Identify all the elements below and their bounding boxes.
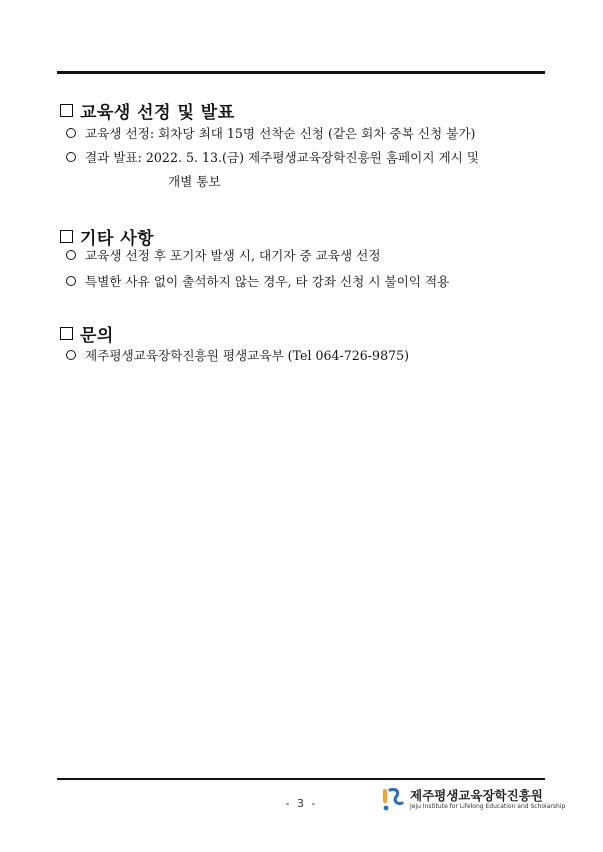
logo-subtitle: Jeju Institute for Lifelong Education and Scholarship <box>410 803 566 810</box>
page-number: - 3 - <box>285 797 318 810</box>
institute-emblem-icon <box>380 788 406 812</box>
institute-logo <box>380 786 566 814</box>
list-item: 제주평생교육장학진흥원 평생교육부 (Tel 064-726-9875) <box>66 345 409 367</box>
hollow-circle-bullet-icon <box>66 128 76 138</box>
list-item: 교육생 선정: 회차당 최대 15명 선착순 신청 (같은 회차 중복 신청 불가) <box>66 123 475 145</box>
list-item: 교육생 선정 후 포기자 발생 시, 대기자 중 교육생 선정 <box>66 245 381 267</box>
bottom-rule <box>57 778 545 780</box>
hollow-circle-bullet-icon <box>66 250 76 260</box>
logo-name: 제주평생교육장학진흥원 <box>410 788 543 803</box>
list-item: 특별한 사유 없이 출석하지 않는 경우, 타 강좌 신청 시 불이익 적용 <box>66 271 449 293</box>
hollow-circle-bullet-icon <box>66 350 76 360</box>
list-item: 결과 발표: 2022. 5. 13.(금) 제주평생교육장학진흥원 홈페이지 게시 및 <box>66 147 479 169</box>
checkbox-square-icon <box>60 230 73 243</box>
section-title-inquiry: 문의 <box>60 321 114 346</box>
top-rule <box>57 71 545 74</box>
list-item-continuation: 개별 통보 <box>168 174 221 189</box>
checkbox-square-icon <box>60 327 73 340</box>
hollow-circle-bullet-icon <box>66 152 76 162</box>
hollow-circle-bullet-icon <box>66 276 76 286</box>
section-title-selection: 교육생 선정 및 발표 <box>60 98 235 123</box>
section-title-other: 기타 사항 <box>60 224 154 249</box>
checkbox-square-icon <box>60 104 73 117</box>
